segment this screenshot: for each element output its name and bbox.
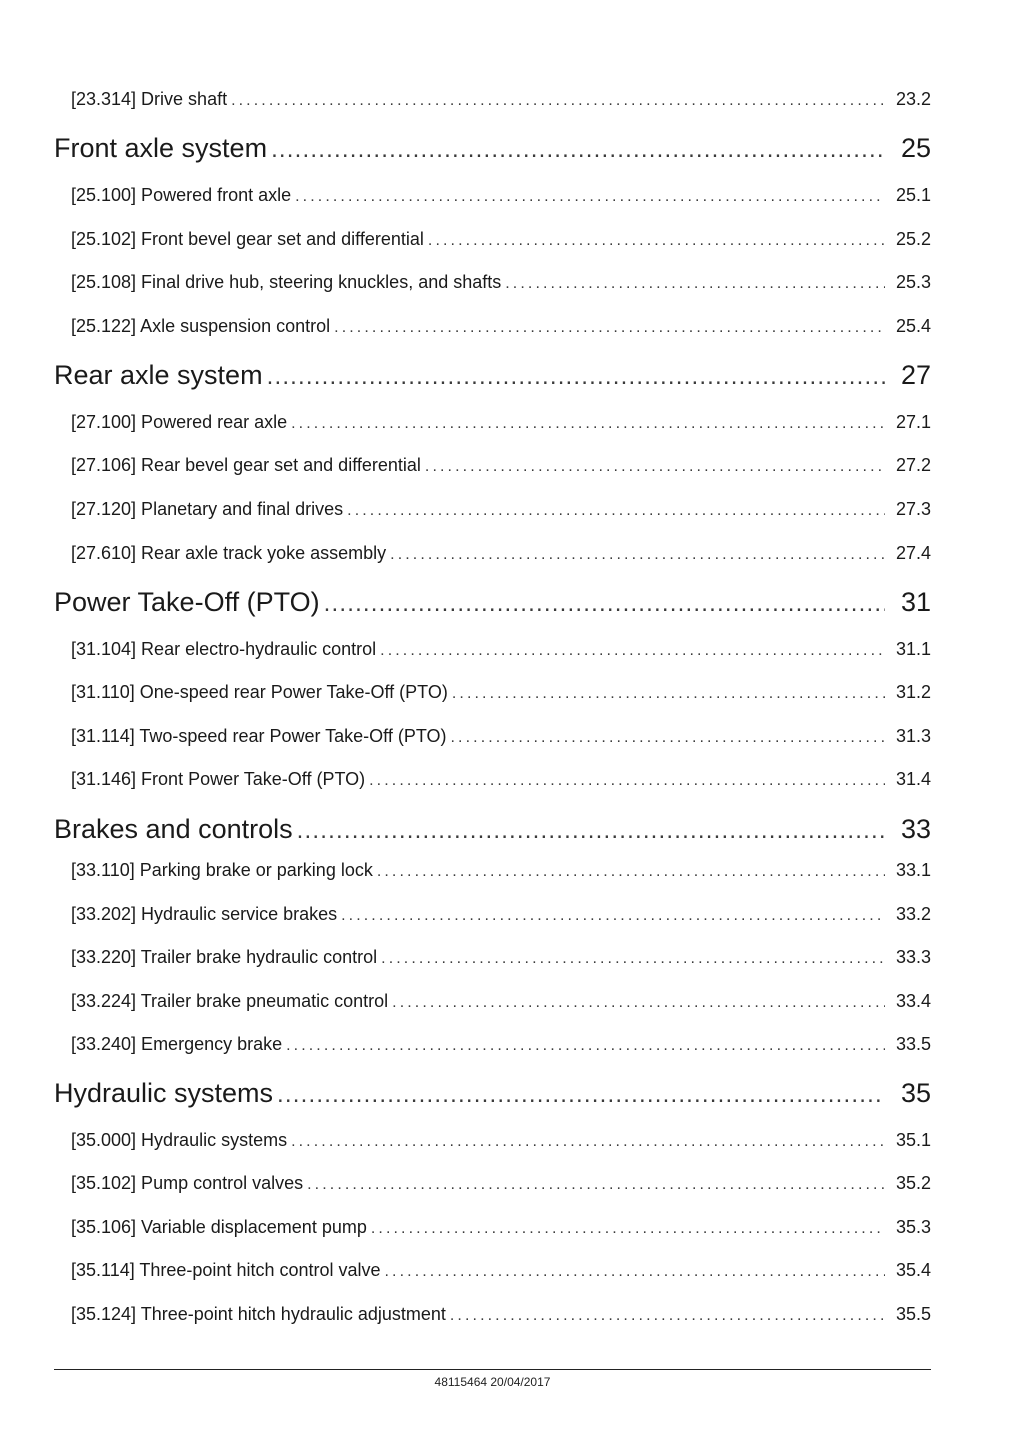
- toc-entry-label: [27.100] Powered rear axle: [71, 412, 288, 432]
- toc-entry-23-314[interactable]: [71, 89, 931, 113]
- dot-leader: [297, 817, 885, 845]
- toc-entry-page: 25.3: [895, 272, 931, 292]
- toc-entry-label: [31.104] Rear electro-hydraulic control: [71, 639, 377, 659]
- toc-entry-page: 33.4: [895, 991, 931, 1011]
- toc-entry-label: [35.106] Variable displacement pump: [71, 1217, 367, 1237]
- toc-section-power-take-off[interactable]: [54, 587, 931, 621]
- toc-entry-page: 25.2: [895, 229, 931, 249]
- toc-entry-page: 31.3: [895, 726, 931, 746]
- dot-leader: [505, 275, 885, 293]
- toc-section-page: 25: [900, 133, 931, 163]
- toc-entry-page: 27.4: [895, 543, 931, 563]
- toc-entry-page: 35.1: [895, 1130, 931, 1150]
- toc-entry-27-100[interactable]: [71, 412, 931, 436]
- toc-section-page: 27: [900, 360, 931, 390]
- dot-leader: [377, 863, 885, 881]
- toc-entry-page: 33.1: [895, 860, 931, 880]
- toc-entry-page: 23.2: [895, 89, 931, 109]
- toc-entry-label: [23.314] Drive shaft: [71, 89, 228, 109]
- toc-entry-page: 35.5: [895, 1304, 931, 1324]
- toc-entry-page: 27.2: [895, 455, 931, 475]
- toc-entry-35-106[interactable]: [71, 1217, 931, 1241]
- toc-entry-page: 27.1: [895, 412, 931, 432]
- toc-entry-page: 33.5: [895, 1034, 931, 1054]
- toc-entry-35-124[interactable]: [71, 1304, 931, 1328]
- toc-entry-35-000[interactable]: [71, 1130, 931, 1154]
- toc-section-label: Hydraulic systems: [54, 1078, 274, 1108]
- dot-leader: [277, 1081, 885, 1109]
- toc-entry-page: 33.2: [895, 904, 931, 924]
- toc-section-hydraulic-systems[interactable]: [54, 1078, 931, 1112]
- dot-leader: [231, 92, 885, 110]
- toc-entry-31-146[interactable]: [71, 769, 931, 793]
- toc-entry-33-202[interactable]: [71, 904, 931, 928]
- toc-entry-27-120[interactable]: [71, 499, 931, 523]
- toc-entry-35-102[interactable]: [71, 1173, 931, 1197]
- dot-leader: [369, 772, 885, 790]
- toc-entry-page: 27.3: [895, 499, 931, 519]
- dot-leader: [347, 502, 885, 520]
- dot-leader: [380, 642, 885, 660]
- toc-entry-35-114[interactable]: [71, 1260, 931, 1284]
- toc-entry-27-106[interactable]: [71, 455, 931, 479]
- toc-entry-label: [33.220] Trailer brake hydraulic control: [71, 947, 378, 967]
- dot-leader: [307, 1176, 885, 1194]
- toc-entry-label: [31.110] One-speed rear Power Take-Off (PTO): [71, 682, 448, 702]
- toc-section-rear-axle-system[interactable]: [54, 360, 931, 394]
- toc-entry-label: [31.114] Two-speed rear Power Take-Off (PTO): [71, 726, 447, 746]
- dot-leader: [450, 1307, 885, 1325]
- toc-entry-33-224[interactable]: [71, 991, 931, 1015]
- toc-entry-label: [33.110] Parking brake or parking lock: [71, 860, 373, 880]
- toc-entry-page: 31.1: [895, 639, 931, 659]
- dot-leader: [452, 685, 885, 703]
- dot-leader: [341, 907, 885, 925]
- toc-entry-page: 31.4: [895, 769, 931, 789]
- toc-entry-25-102[interactable]: [71, 229, 931, 253]
- toc-entry-25-108[interactable]: [71, 272, 931, 296]
- toc-entry-25-122[interactable]: [71, 316, 931, 340]
- toc-entry-label: [35.124] Three-point hitch hydraulic adjustment: [71, 1304, 446, 1324]
- dot-leader: [286, 1037, 885, 1055]
- dot-leader: [295, 188, 885, 206]
- dot-leader: [425, 458, 885, 476]
- toc-entry-label: [27.610] Rear axle track yoke assembly: [71, 543, 387, 563]
- dot-leader: [291, 415, 885, 433]
- toc-entry-31-114[interactable]: [71, 726, 931, 750]
- dot-leader: [271, 136, 885, 164]
- toc-entry-page: 35.4: [895, 1260, 931, 1280]
- toc-entry-33-240[interactable]: [71, 1034, 931, 1058]
- toc-entry-label: [25.108] Final drive hub, steering knuckles, and shafts: [71, 272, 502, 292]
- dot-leader: [267, 363, 885, 391]
- toc-entry-page: 33.3: [895, 947, 931, 967]
- toc-entry-label: [25.122] Axle suspension control: [71, 316, 331, 336]
- dot-leader: [371, 1220, 885, 1238]
- dot-leader: [451, 729, 885, 747]
- toc-section-label: Power Take-Off (PTO): [54, 587, 320, 617]
- dot-leader: [324, 590, 885, 618]
- toc-section-page: 35: [900, 1078, 931, 1108]
- toc-section-label: Rear axle system: [54, 360, 263, 390]
- toc-entry-label: [31.146] Front Power Take-Off (PTO): [71, 769, 366, 789]
- footer-divider: [54, 1369, 931, 1370]
- toc-entry-page: 25.1: [895, 185, 931, 205]
- toc-entry-25-100[interactable]: [71, 185, 931, 209]
- toc-section-front-axle-system[interactable]: [54, 133, 931, 167]
- dot-leader: [291, 1133, 885, 1151]
- toc-entry-31-104[interactable]: [71, 639, 931, 663]
- toc-section-label: Brakes and controls: [54, 814, 293, 844]
- toc-entry-label: [33.202] Hydraulic service brakes: [71, 904, 338, 924]
- toc-section-page: 31: [900, 587, 931, 617]
- toc-entry-page: 35.3: [895, 1217, 931, 1237]
- toc-entry-33-220[interactable]: [71, 947, 931, 971]
- toc-entry-label: [25.102] Front bevel gear set and differential: [71, 229, 424, 249]
- dot-leader: [381, 950, 885, 968]
- toc-section-label: Front axle system: [54, 133, 268, 163]
- toc-entry-label: [33.224] Trailer brake pneumatic control: [71, 991, 389, 1011]
- toc-section-brakes-and-controls[interactable]: [54, 814, 931, 848]
- toc-entry-label: [33.240] Emergency brake: [71, 1034, 283, 1054]
- toc-entry-31-110[interactable]: [71, 682, 931, 706]
- toc-entry-page: 25.4: [895, 316, 931, 336]
- toc-entry-label: [27.120] Planetary and final drives: [71, 499, 344, 519]
- toc-entry-33-110[interactable]: [71, 860, 931, 884]
- toc-section-page: 33: [900, 814, 931, 844]
- dot-leader: [385, 1263, 885, 1281]
- toc-entry-label: [35.114] Three-point hitch control valve: [71, 1260, 381, 1280]
- toc-entry-label: [25.100] Powered front axle: [71, 185, 292, 205]
- toc-entry-page: 35.2: [895, 1173, 931, 1193]
- toc-entry-27-610[interactable]: [71, 543, 931, 567]
- dot-leader: [392, 994, 885, 1012]
- dot-leader: [428, 232, 885, 250]
- toc-entry-label: [35.000] Hydraulic systems: [71, 1130, 288, 1150]
- dot-leader: [390, 546, 885, 564]
- toc-entry-page: 31.2: [895, 682, 931, 702]
- toc-entry-label: [35.102] Pump control valves: [71, 1173, 304, 1193]
- footer-document-id: 48115464 20/04/2017: [434, 1375, 551, 1389]
- dot-leader: [334, 319, 885, 337]
- toc-entry-label: [27.106] Rear bevel gear set and differential: [71, 455, 421, 475]
